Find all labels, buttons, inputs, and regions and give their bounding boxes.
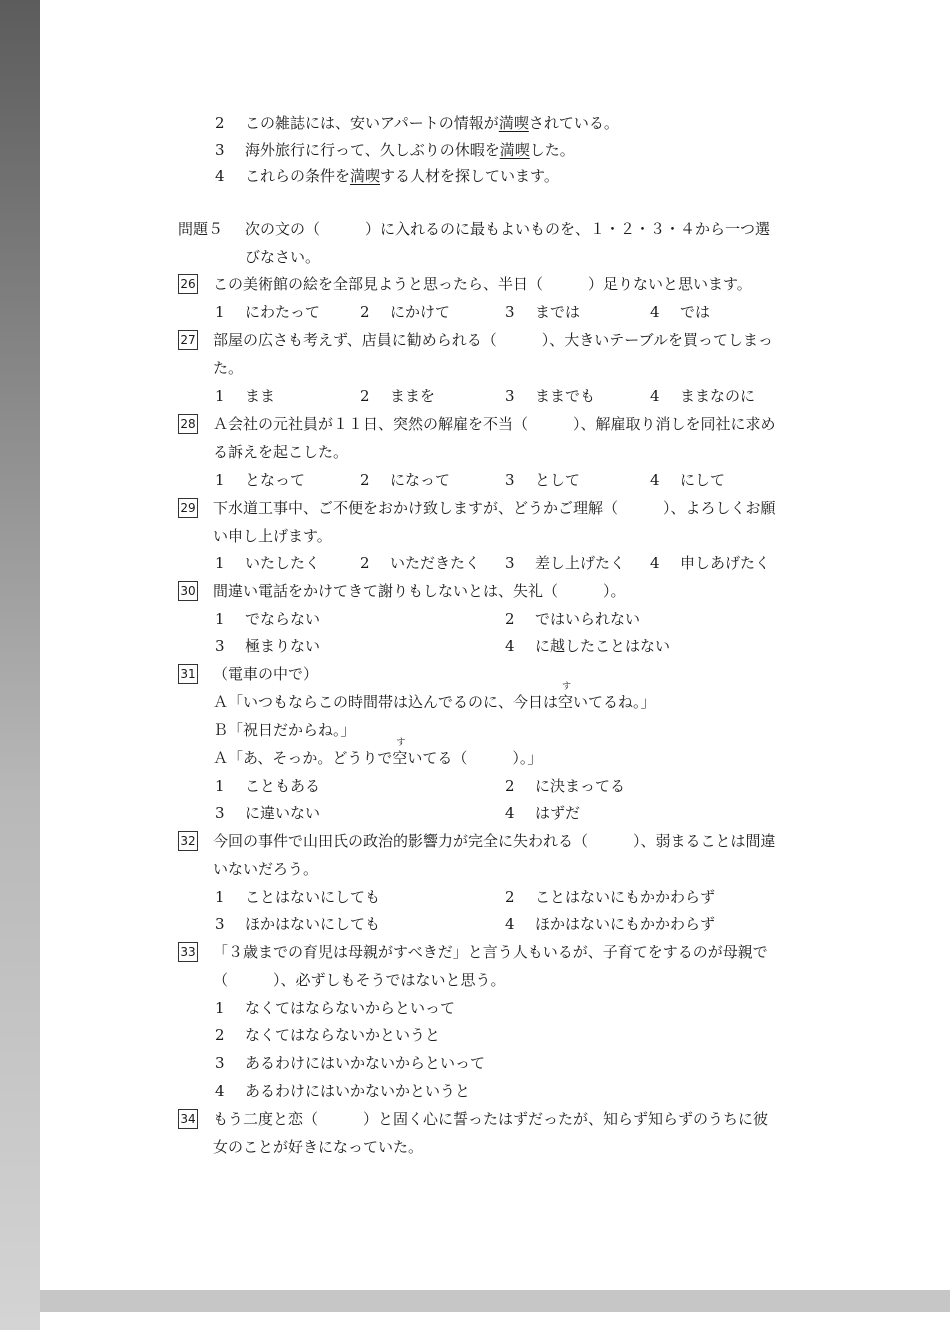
q32-option-1: 1 ことはないにしても <box>215 888 381 906</box>
left-page-edge <box>0 0 40 1330</box>
question-27-text: 部屋の広さも考えず、店員に勧められる（ ）、大きいテーブルを買ってしまっ <box>213 331 773 349</box>
question-28-text: Ａ会社の元社員が１１日、突然の解雇を不当（ ）、解雇取り消しを同社に求め <box>213 415 776 433</box>
q26-option-3: 3 までは <box>505 303 581 321</box>
q31-option-2: 2 に決まってる <box>505 777 626 795</box>
q29-option-1: 1 いたしたく <box>215 554 321 572</box>
q28-option-2: 2 になって <box>360 471 451 489</box>
q26-option-4: 4 では <box>650 303 711 321</box>
q27-option-3: 3 ままでも <box>505 387 596 405</box>
q31-option-4: 4 はずだ <box>505 804 581 822</box>
q32-option-2: 2 ことはないにもかかわらず <box>505 888 716 906</box>
q30-option-1: 1 でならない <box>215 610 321 628</box>
q30-option-2: 2 ではいられない <box>505 610 641 628</box>
q29-option-2: 2 いただきたく <box>360 554 481 572</box>
question-number-32: 32 <box>178 831 198 851</box>
q29-option-3: 3 差し上げたく <box>505 554 626 572</box>
q30-option-3: 3 極まりない <box>215 637 321 655</box>
dialogue-line-a1: Ａ「いつもならこの時間帯は込んでるのに、今日は す 空いてるね。」 <box>213 682 656 711</box>
q31-option-3: 3 に違いない <box>215 804 321 822</box>
q27-option-4: 4 ままなのに <box>650 387 756 405</box>
q33-option-1: 1 なくてはならないからといって <box>215 999 456 1017</box>
q28-option-4: 4 にして <box>650 471 726 489</box>
question-number-26: 26 <box>178 274 198 294</box>
prev-option-2: 2 この雑誌には、安いアパートの情報が満喫されている。 <box>215 114 619 132</box>
question-number-34: 34 <box>178 1109 198 1129</box>
q28-option-3: 3 として <box>505 471 581 489</box>
question-number-27: 27 <box>178 330 198 350</box>
question-34-text-cont: 女のことが好きになっていた。 <box>213 1138 424 1156</box>
section-label: 問題５ <box>178 220 224 238</box>
section-instruction: 問題５ 次の文の（ ）に入れるのに最もよいものを、１・２・３・４から一つ選 <box>178 220 771 238</box>
question-29-text-cont: い申し上げます。 <box>213 527 332 545</box>
furigana: す <box>396 738 406 748</box>
question-number-28: 28 <box>178 414 198 434</box>
question-number-29: 29 <box>178 498 198 518</box>
question-30-text: 間違い電話をかけてきて謝りもしないとは、失礼（ ）。 <box>213 582 626 600</box>
question-32-text-cont: いないだろう。 <box>213 860 319 878</box>
question-28-text-cont: る訴えを起こした。 <box>213 443 349 461</box>
question-34-text: もう二度と恋（ ）と固く心に誓ったはずだったが、知らず知らずのうちに彼 <box>213 1110 769 1128</box>
question-33-text-cont: （ ）、必ずしもそうではないと思う。 <box>213 971 506 989</box>
question-26-text: この美術館の絵を全部見ようと思ったら、半日（ ）足りないと思います。 <box>213 275 752 293</box>
prev-option-4: 4 これらの条件を満喫する人材を探しています。 <box>215 167 559 185</box>
question-number-30: 30 <box>178 581 198 601</box>
q32-option-3: 3 ほかはないにしても <box>215 915 381 933</box>
page-bottom-edge <box>40 1290 950 1312</box>
q29-option-4: 4 申しあげたく <box>650 554 771 572</box>
q33-option-2: 2 なくてはならないかというと <box>215 1026 441 1044</box>
page <box>40 0 950 1290</box>
q27-option-2: 2 ままを <box>360 387 436 405</box>
question-number-31: 31 <box>178 664 198 684</box>
question-33-text: 「３歳までの育児は母親がすべきだ」と言う人もいるが、子育てをするのが母親で <box>213 943 768 961</box>
q28-option-1: 1 となって <box>215 471 306 489</box>
q26-option-2: 2 にかけて <box>360 303 451 321</box>
question-29-text: 下水道工事中、ご不便をおかけ致しますが、どうかご理解（ ）、よろしくお願 <box>213 499 776 517</box>
question-31-context: （電車の中で） <box>213 665 319 683</box>
dialogue-line-b: Ｂ「祝日だからね。」 <box>213 721 356 739</box>
q26-option-1: 1 にわたって <box>215 303 321 321</box>
question-27-text-cont: た。 <box>213 359 244 377</box>
q30-option-4: 4 に越したことはない <box>505 637 671 655</box>
section-instruction-cont: びなさい。 <box>245 248 321 266</box>
question-32-text: 今回の事件で山田氏の政治的影響力が完全に失われる（ ）、弱まることは間違 <box>213 832 776 850</box>
q27-option-1: 1 まま <box>215 387 276 405</box>
furigana: す <box>562 682 572 692</box>
prev-option-3: 3 海外旅行に行って、久しぶりの休暇を満喫した。 <box>215 141 575 159</box>
q33-option-3: 3 あるわけにはいかないからといって <box>215 1054 486 1072</box>
q33-option-4: 4 あるわけにはいかないかというと <box>215 1082 471 1100</box>
dialogue-line-a2: Ａ「あ、そっか。どうりで す 空いてる（ ）。」 <box>213 738 543 767</box>
question-number-33: 33 <box>178 942 198 962</box>
q31-option-1: 1 こともある <box>215 777 321 795</box>
q32-option-4: 4 ほかはないにもかかわらず <box>505 915 716 933</box>
